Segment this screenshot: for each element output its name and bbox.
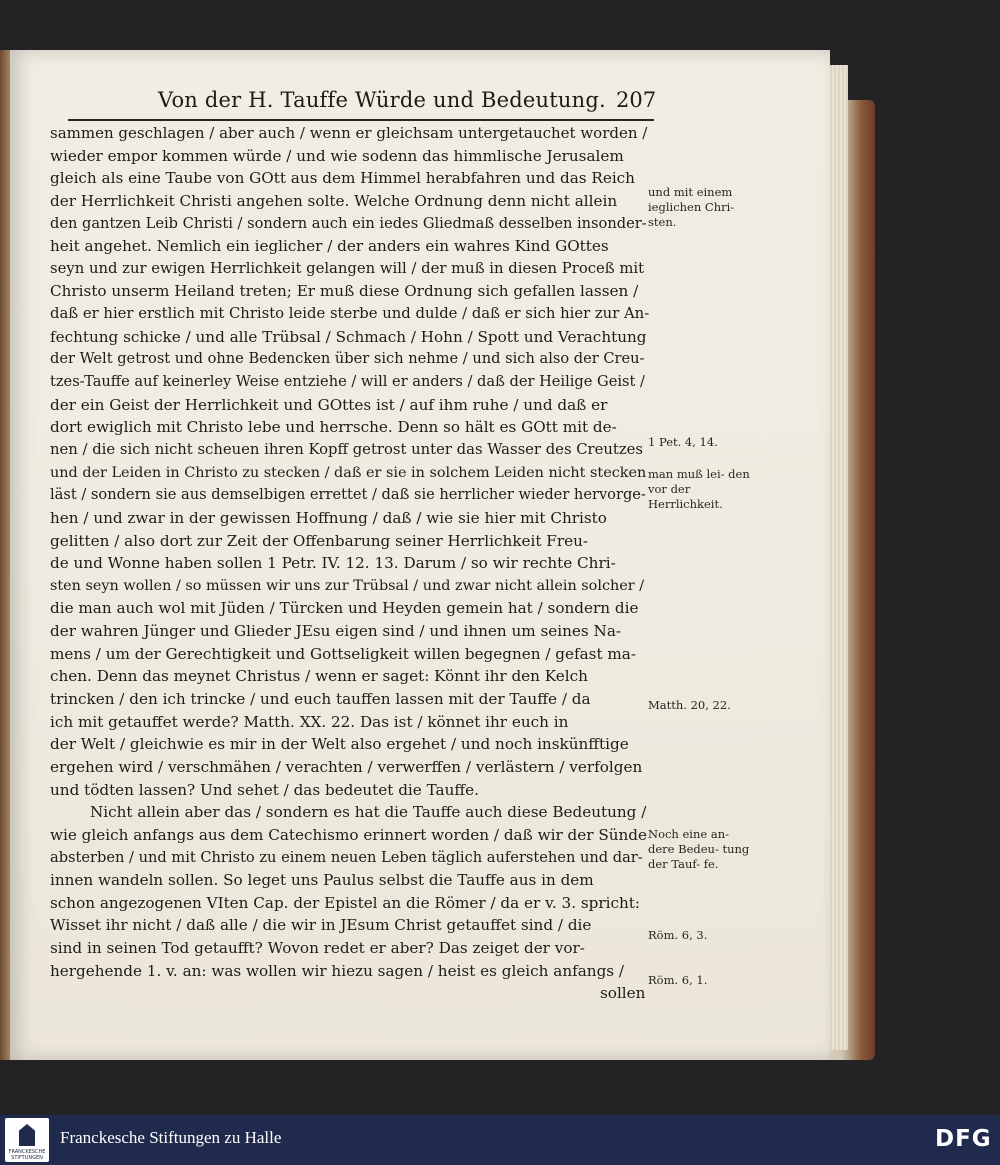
margin-note: Matth. 20, 22. xyxy=(648,698,731,712)
text-line: mens / um der Gerechtigkeit und Gottseligkeit willen begegnen / gefast ma- xyxy=(50,644,636,663)
text-line: Nicht allein aber das / sondern es hat die Tauffe auch diese Bedeutung / xyxy=(90,803,647,822)
text-line: der Welt / gleichwie es mir in der Welt also ergehet / und noch inskünfftige xyxy=(50,735,629,754)
text-line: sind in seinen Tod getaufft? Wovon redet er aber? Das zeiget der vor- xyxy=(50,939,585,958)
text-line: wie gleich anfangs aus dem Catechismo erinnert worden / daß wir der Sünde xyxy=(50,825,648,844)
text-line: den gantzen Leib Christi / sondern auch ein iedes Gliedmaß desselben insonder- xyxy=(50,214,647,232)
text-line: der Welt getrost und ohne Bedencken über sich nehme / und sich also der Creu- xyxy=(50,350,645,368)
text-line: sollen xyxy=(600,984,646,1003)
body-text xyxy=(50,122,650,1005)
text-line: hergehende 1. v. an: was wollen wir hiezu sagen / heist es gleich anfangs / xyxy=(50,961,625,980)
viewer-footer xyxy=(0,1115,1000,1165)
text-line: tzes-Tauffe auf keinerley Weise entziehe / will er anders / daß der Heilige Geist / xyxy=(50,373,645,391)
text-line: daß er hier erstlich mit Christo leide sterbe und dulde / daß er sich hier zur An- xyxy=(50,305,650,323)
text-line: seyn und zur ewigen Herrlichkeit gelangen will / der muß in diesen Proceß mit xyxy=(50,259,645,277)
text-line: absterben / und mit Christo zu einem neuen Leben täglich auferstehen und dar- xyxy=(50,848,643,866)
text-line: und tödten lassen? Und sehet / das bedeutet die Tauffe. xyxy=(50,780,479,799)
text-line: chen. Denn das meynet Christus / wenn er saget: Könnt ihr den Kelch xyxy=(50,667,588,686)
text-line: der Herrlichkeit Christi angehen solte. Welche Ordnung denn nicht allein xyxy=(50,191,618,210)
margin-note: 1 Pet. 4, 14. xyxy=(648,435,718,449)
page-number: 207 xyxy=(616,88,657,112)
margin-note: Röm. 6, 3. xyxy=(648,928,708,942)
text-line: wieder empor kommen würde / und wie sodenn das himmlische Jerusalem xyxy=(50,146,624,165)
text-line: gleich als eine Taube von GOtt aus dem Himmel herabfahren und das Reich xyxy=(50,169,635,188)
text-line: schon angezogenen VIten Cap. der Epistel an die Römer / da er v. 3. spricht: xyxy=(50,893,640,912)
text-line: ergehen wird / verschmähen / verachten / verwerffen / verlästern / verfolgen xyxy=(50,757,643,776)
text-line: gelitten / also dort zur Zeit der Offenbarung seiner Herrlichkeit Freu- xyxy=(50,531,588,550)
book-page xyxy=(10,50,830,1060)
header-rule xyxy=(68,119,654,121)
logo-caption: FRANCKESCHE STIFTUNGEN xyxy=(8,1149,46,1161)
running-head: Von der H. Tauffe Würde und Bedeutung. xyxy=(158,88,606,112)
text-line: heit angehet. Nemlich ein ieglicher / der anders ein wahres Kind GOttes xyxy=(50,237,609,256)
text-line: nen / die sich nicht scheuen ihren Kopff getrost unter das Wasser des Creutzes xyxy=(50,440,644,458)
text-line: der ein Geist der Herrlichkeit und GOttes ist / auf ihm ruhe / und daß er xyxy=(50,395,608,414)
text-line: innen wandeln sollen. So leget uns Paulus selbst die Tauffe aus in dem xyxy=(50,871,594,890)
margin-note: man muß lei- den vor der Herrlichkeit. xyxy=(648,467,750,511)
text-line: die man auch wol mit Jüden / Türcken und Heyden gemein hat / sondern die xyxy=(50,599,639,618)
text-line: der wahren Jünger und Glieder JEsu eigen sind / und ihnen um seines Na- xyxy=(50,622,621,641)
building-icon xyxy=(19,1124,35,1146)
margin-note: Noch eine an- dere Bedeu- tung der Tauf- fe. xyxy=(648,827,750,871)
text-line: ich mit getauffet werde? Matth. XX. 22. Das ist / könnet ihr euch in xyxy=(50,712,569,731)
text-line: Wisset ihr nicht / daß alle / die wir in JEsum Christ getauffet sind / die xyxy=(50,916,592,935)
text-line: hen / und zwar in der gewissen Hoffnung / daß / wie sie hier mit Christo xyxy=(50,508,607,527)
institution-name[interactable]: Franckesche Stiftungen zu Halle xyxy=(60,1128,282,1147)
text-line: trincken / den ich trincke / und euch tauffen lassen mit der Tauffe / da xyxy=(50,690,591,709)
text-line: und der Leiden in Christo zu stecken / daß er sie in solchem Leiden nicht stecken xyxy=(50,464,647,481)
page-header xyxy=(150,88,660,120)
margin-note: und mit einem ieglichen Chri- sten. xyxy=(648,185,735,229)
text-line: Christo unserm Heiland treten; Er muß diese Ordnung sich gefallen lassen / xyxy=(50,282,639,301)
text-line: dort ewiglich mit Christo lebe und herrsche. Denn so hält es GOtt mit de- xyxy=(50,418,617,437)
institution-logo[interactable] xyxy=(5,1118,49,1162)
text-line: sammen geschlagen / aber auch / wenn er gleichsam untergetauchet worden / xyxy=(50,124,648,142)
text-line: fechtung schicke / und alle Trübsal / Schmach / Hohn / Spott und Verachtung xyxy=(50,327,647,346)
text-line: de und Wonne haben sollen 1 Petr. IV. 12. 13. Darum / so wir rechte Chri- xyxy=(50,554,616,573)
dfg-logo[interactable]: DFG xyxy=(935,1126,992,1152)
margin-note: Röm. 6, 1. xyxy=(648,973,708,987)
text-line: läst / sondern sie aus demselbigen errettet / daß sie herrlicher wieder hervorge- xyxy=(50,486,646,504)
text-line: sten seyn wollen / so müssen wir uns zur Trübsal / und zwar nicht allein solcher / xyxy=(50,577,645,594)
